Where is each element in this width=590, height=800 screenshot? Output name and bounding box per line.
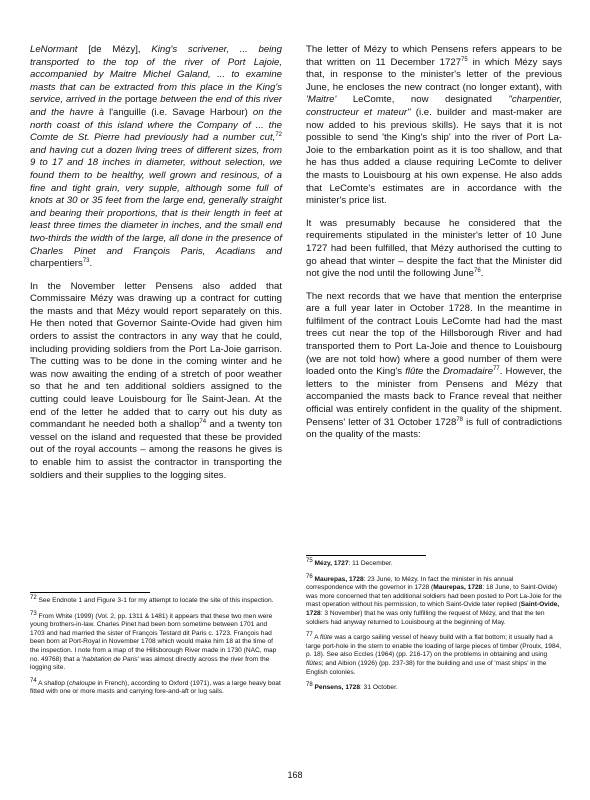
- footnotes-right: [306, 555, 562, 700]
- body-text: flûte: [405, 366, 424, 378]
- body-text: the: [423, 366, 443, 378]
- footnote-text: ; and Albion (1926) (pp. 237-38) for the building and use of 'mast ships' in the English colonies.: [306, 659, 547, 676]
- left-column: [30, 44, 282, 492]
- footnote-76: [306, 573, 562, 628]
- footnote-ref: 74: [199, 419, 207, 426]
- footnote-number: 75: [306, 557, 313, 564]
- footnote-ref: 72: [275, 131, 282, 138]
- body-text: 'Maitre': [306, 94, 337, 106]
- footnote-text: A: [314, 634, 321, 642]
- footnote-number: 74: [30, 677, 37, 684]
- footnote-text: was a cargo sailing vessel of heavy build with a flat bottom; it usually had a large port-hole in the stern to enable the loading of large pieces of timber (Proulx, 1984, p. 18). See also Eccles (1964) (pp. 216-17) on the problems in obtaining and using: [306, 634, 562, 659]
- body-text: is full of contradictions on the quality of the masts:: [306, 416, 562, 441]
- footnote-text: in French), according to Oxford (1971), was a large heavy boat fitted with one or more masts and carrying fore-and-aft or lug sails.: [30, 679, 281, 696]
- footnotes-left: [30, 592, 282, 704]
- footnote-text: See Endnote 1 and Figure 3-1 for my attempt to locate the site of this inspection.: [38, 597, 274, 604]
- body-text: Dromadaire: [442, 366, 494, 378]
- body-text: The letter of Mézy to which Pensens refers appears to be that written on 11 December 1727: [306, 44, 562, 68]
- footnote-72: [30, 594, 282, 606]
- quote-text: portage: [124, 94, 158, 106]
- footnote-number: 72: [30, 594, 37, 601]
- footnote-73: [30, 610, 282, 673]
- footnote-77: [306, 631, 562, 677]
- footnote-text: From White (1999) (Vol. 2, pp. 1311 & 1481) it appears that these two men were young brothers-in-law. Charles Pinet had been born sometime between 1701 and 1703 and had married the sister of François Testard dit Paris c. 1723. François had been born at Port-Royal in November 1708 which would make him 18 at the time of the inspection. I note from a map of the Hillsborough River made in 1730 (NAC, map no. 49768) that a: [30, 612, 277, 663]
- body-text: in which Mézy says that, in response to the minister's letter of the previous June, he encloses the new contract (no longer extant), with: [306, 56, 562, 93]
- footnote-number: 76: [306, 573, 313, 580]
- footnote-source: Saint-Ovide, 1728: [306, 601, 560, 617]
- page-number: 168: [287, 770, 303, 780]
- footnote-text: flûte: [320, 634, 333, 642]
- footnote-text: : 23 June, to Mézy. In fact the minister in his annual correspondence with the governor in 1728 (: [306, 575, 514, 592]
- footnote-source: Maurepas, 1728: [314, 575, 364, 583]
- quote-text: l'anguille: [109, 106, 147, 118]
- body-text: LeComte, now designated: [336, 94, 509, 106]
- body-paragraph: [30, 281, 282, 483]
- footnote-ref: 78: [456, 416, 464, 423]
- footnote-text: 'habitation de Paris': [81, 655, 139, 663]
- footnote-text: was almost directly across the river from the logging site.: [30, 655, 270, 672]
- quote-text: .: [89, 258, 93, 270]
- footnote-text: flûtes: [306, 659, 322, 667]
- quote-text: [de Mézy],: [77, 44, 152, 55]
- body-text: In the November letter Pensens also added that Commissaire Mézy was drawing up a contract for cutting the masts and that Mézy would report separately on this. He then noted that Governor Sainte-Ovide had given him orders to assist the contractors in any way that he could, including providing soldiers from the Port La-Joie garrison. The cutting was to be done in the coming winter and he was now awaiting the ending of a stretch of poor weather so that he and ten additional soldiers assigned to the cutting could leave Louisbourg for Île Saint-Jean. At the end of the letter he added that to carry out his duty as commandant he needed both a shallop: [30, 280, 282, 431]
- footnote-text: chaloupe: [68, 679, 96, 687]
- footnote-number: 77: [306, 631, 313, 638]
- quote-text: LeNormant: [30, 44, 78, 55]
- quote-text: on the north coast of this island where the Company of ... the Comte de St. Pierre had previously had a number cut,: [30, 106, 282, 144]
- quote-text: (i.e. Savage Harbour): [146, 106, 253, 118]
- block-quote: [30, 44, 282, 271]
- body-text: It was presumably because he considered that the requirements stipulated in the minister's letter of 10 June 1727 had been fulfilled, that Mézy authorised the cutting to go ahead that winter – despite the fact that the Minister did not give the nod until the following June: [306, 217, 562, 280]
- footnote-text: : 3 November) that he was only fulfilling the request of Mézy, and that the ten soldiers had anyway returned to Louisbourg at the beginning of May.: [306, 609, 545, 626]
- body-paragraph: [306, 44, 562, 208]
- quote-text: King's scrivener, ... being transported to the top of the river of Port Lajoie, accompanied by Maitre Michel Galand, ... to examine masts that can be extracted from this place in the King's service, arrived in the: [30, 44, 282, 106]
- footnote-text: : 11 December.: [348, 560, 393, 567]
- footnote-text: A shallop (: [38, 679, 69, 687]
- body-paragraph: [306, 218, 562, 281]
- footnote-ref: 76: [474, 267, 481, 274]
- footnote-separator: [306, 555, 426, 556]
- footnote-number: 78: [306, 681, 313, 688]
- body-text: "charpentier, constructeur et mateur": [306, 94, 562, 118]
- footnote-ref: 77: [493, 366, 500, 373]
- footnote-74: [30, 677, 282, 697]
- footnote-78: [306, 681, 562, 693]
- footnote-number: 73: [30, 610, 37, 617]
- footnote-text: : 18 June, to Saint-Ovide) was more concerned that ten additional soldiers had been posted to Port La-Joie for the mast operation without his permission, to which Saint-Ovide later replied (: [306, 584, 562, 609]
- footnote-separator: [30, 592, 150, 593]
- right-column: [306, 44, 562, 452]
- body-text: The next records that we have that mention the enterprise are a full year later in October 1728. In the meantime in fulfilment of the contract Louis LeComte had had the mast trees cut near the top of the Hillsborough River and had transported them to Port La-Joie and thence to Louisbourg (we are not told how) where a good number of them were loaded onto the King's: [306, 290, 562, 378]
- quote-text: between the end of this river and the havre à: [30, 94, 282, 118]
- footnote-source: Maurepas, 1728: [433, 584, 483, 592]
- body-text: .: [480, 268, 484, 280]
- body-paragraph: [306, 291, 562, 442]
- footnote-ref: 75: [461, 56, 468, 63]
- quote-text: charpentiers: [30, 258, 83, 270]
- body-text: (i.e. builder and mast-maker are now added to his previous skills). He says that it is not possible to send 'the King's ship' into the river of Port La-Joie to the embarkation point as it is too shallow, and that he has thus added a clause requiring LeComte to deliver the masts to Louisbourg at his own expense. He also adds that LeComte's estimates are in accordance with the minister's price list.: [306, 106, 562, 207]
- footnote-source: Mézy, 1727: [314, 560, 349, 567]
- quote-text: and having cut a dozen living trees of different sizes, from 9 to 17 and 18 inches in diameter, without selection, we found them to be healthy, well grown and resinous, of a fine and tight grain, very supple, although some full of knots at 30 or 35 feet from the large end, generally straight and bearing their proportions, that is their length in feet at least three times the diameter in inches, and the small end two-thirds the width of the large, all done in the presence of Charles Pinet and François Paris, Acadians and: [30, 144, 282, 257]
- footnote-text: : 31 October.: [360, 684, 398, 692]
- footnote-source: Pensens, 1728: [314, 684, 360, 692]
- body-text: and a twenty ton vessel on the island and requested that these be provided out of the royal accounts – among the reasons he gives is to enable him to assist the contractor in transporting the soldiers and their supplies to the logging sites.: [30, 419, 282, 481]
- body-text: . However, the letters to the minister from Pensens and Mézy that accompanied the masts back to France reveal that neither official was entirely confident in the quality of the shipment. Pensens' letter of 31 October 1728: [306, 366, 563, 428]
- footnote-75: [306, 557, 562, 569]
- footnote-ref: 73: [82, 257, 90, 264]
